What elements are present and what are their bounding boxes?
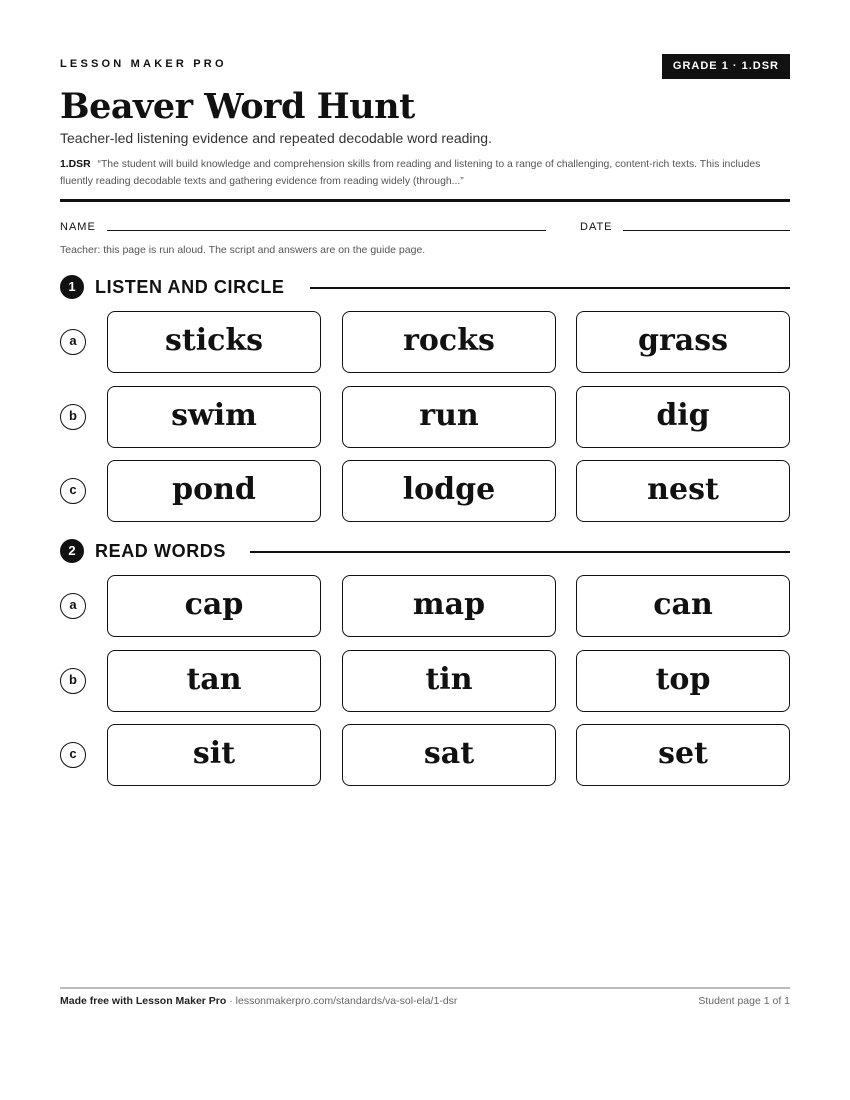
- word-card[interactable]: pond: [107, 460, 321, 522]
- word-card[interactable]: lodge: [342, 460, 556, 522]
- word-row: [60, 650, 790, 712]
- word-row: [60, 460, 790, 522]
- word-row: [60, 386, 790, 448]
- grade-badge: GRADE 1 · 1.DSR: [662, 54, 790, 79]
- section-rule: [250, 551, 790, 553]
- date-field[interactable]: [623, 230, 790, 231]
- footer-url[interactable]: · lessonmakerpro.com/standards/va-sol-ela/1-dsr: [226, 995, 458, 1007]
- word-card[interactable]: nest: [576, 460, 790, 522]
- page-subtitle: Teacher-led listening evidence and repeated decodable word reading.: [60, 130, 492, 146]
- page-title: Beaver Word Hunt: [60, 86, 415, 127]
- word-card[interactable]: tan: [107, 650, 321, 712]
- word-row: [60, 724, 790, 786]
- word-card[interactable]: swim: [107, 386, 321, 448]
- footer-made-with: Made free with Lesson Maker Pro: [60, 995, 227, 1007]
- section-rule: [310, 287, 790, 289]
- row-letter: b: [60, 668, 86, 694]
- brand-name: LESSON MAKER PRO: [60, 58, 227, 70]
- section-number: 1: [60, 275, 84, 299]
- word-card[interactable]: sit: [107, 724, 321, 786]
- row-letter: a: [60, 329, 86, 355]
- row-letter: c: [60, 742, 86, 768]
- footer-divider: [60, 987, 790, 989]
- standard-text: “The student will build knowledge and comprehension skills from reading and listening to a range of challenging, content-rich texts. This includes fluently reading decodable texts and gathering evidence from reading widely (through...”: [60, 159, 761, 187]
- word-card[interactable]: can: [576, 575, 790, 637]
- footer-page-label: Student page 1 of 1: [698, 995, 790, 1007]
- word-card[interactable]: set: [576, 724, 790, 786]
- word-card[interactable]: sat: [342, 724, 556, 786]
- row-letter: a: [60, 593, 86, 619]
- word-card[interactable]: dig: [576, 386, 790, 448]
- word-card[interactable]: run: [342, 386, 556, 448]
- word-row: [60, 575, 790, 637]
- word-card[interactable]: map: [342, 575, 556, 637]
- row-letter: c: [60, 478, 86, 504]
- section-number: 2: [60, 539, 84, 563]
- word-card[interactable]: top: [576, 650, 790, 712]
- teacher-note: Teacher: this page is run aloud. The script and answers are on the guide page.: [60, 244, 426, 256]
- word-card[interactable]: grass: [576, 311, 790, 373]
- name-label: NAME: [60, 221, 96, 233]
- row-letter: b: [60, 404, 86, 430]
- section-listen-and-circle: [60, 275, 790, 299]
- word-card[interactable]: cap: [107, 575, 321, 637]
- standard-description: [60, 156, 790, 190]
- word-row: [60, 311, 790, 373]
- section-title: READ WORDS: [95, 539, 238, 563]
- section-title: LISTEN AND CIRCLE: [95, 275, 297, 299]
- standard-code: 1.DSR: [60, 159, 91, 170]
- name-field[interactable]: [107, 230, 546, 231]
- worksheet-page: [60, 0, 790, 1100]
- word-card[interactable]: rocks: [342, 311, 556, 373]
- footer-credit: [60, 995, 457, 1007]
- section-read-words: [60, 539, 790, 563]
- header-divider: [60, 199, 790, 202]
- date-label: DATE: [580, 221, 613, 233]
- word-card[interactable]: sticks: [107, 311, 321, 373]
- word-card[interactable]: tin: [342, 650, 556, 712]
